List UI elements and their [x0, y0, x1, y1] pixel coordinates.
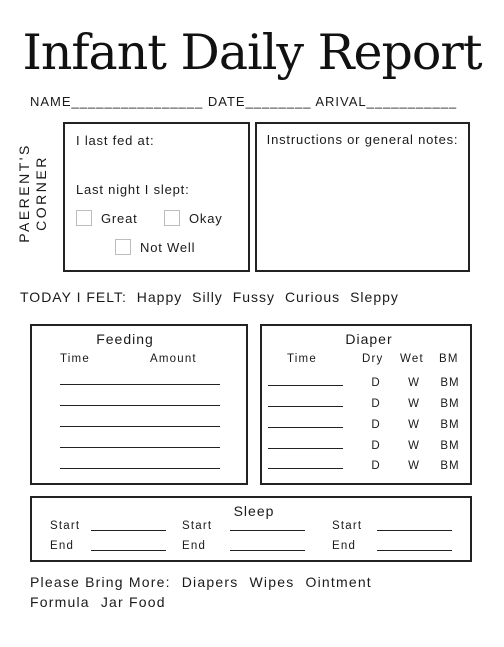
- last-night-slept-label: Last night I slept:: [76, 182, 190, 197]
- diaper-dry-cell[interactable]: D: [371, 460, 381, 472]
- arrival-field[interactable]: ARIVAL___________: [315, 94, 458, 109]
- sleep-end-line[interactable]: [91, 550, 166, 551]
- name-field[interactable]: NAME________________: [30, 94, 204, 109]
- feeding-time-header: Time: [60, 353, 90, 365]
- feeding-line[interactable]: [60, 405, 220, 406]
- not-well-label: Not Well: [140, 240, 196, 255]
- diaper-bm-cell[interactable]: BM: [440, 440, 460, 452]
- diaper-time-line[interactable]: [268, 448, 343, 449]
- bring-ointment[interactable]: Ointment: [305, 574, 372, 590]
- great-label: Great: [101, 211, 138, 226]
- sleep-end-label: End: [182, 540, 207, 552]
- today-felt-label: TODAY I FELT:: [20, 289, 127, 305]
- diaper-bm-header: BM: [439, 353, 459, 365]
- page-title: Infant Daily Report: [22, 24, 482, 81]
- diaper-bm-cell[interactable]: BM: [440, 419, 460, 431]
- feeding-title: Feeding: [96, 331, 154, 347]
- bring-jar-food[interactable]: Jar Food: [100, 594, 166, 610]
- sleep-start-label: Start: [182, 520, 213, 532]
- bring-more-section: [30, 572, 378, 612]
- diaper-wet-cell[interactable]: W: [408, 460, 420, 472]
- diaper-time-line[interactable]: [268, 468, 343, 469]
- diaper-time-line[interactable]: [268, 385, 343, 386]
- diaper-dry-header: Dry: [362, 353, 384, 365]
- today-felt-row: [20, 289, 404, 305]
- bring-wipes[interactable]: Wipes: [249, 574, 295, 590]
- header-fields: [30, 94, 457, 109]
- feeding-amount-header: Amount: [150, 353, 197, 365]
- diaper-bm-cell[interactable]: BM: [440, 377, 460, 389]
- parents-corner-label-line2: CORNER: [33, 155, 49, 231]
- bring-diapers[interactable]: Diapers: [181, 574, 239, 590]
- last-fed-label: I last fed at:: [76, 133, 155, 148]
- sleep-start-label: Start: [332, 520, 363, 532]
- diaper-title: Diaper: [345, 331, 393, 347]
- feeding-line[interactable]: [60, 426, 220, 427]
- sleep-title: Sleep: [233, 503, 275, 519]
- diaper-dry-cell[interactable]: D: [371, 377, 381, 389]
- sleep-start-line[interactable]: [377, 530, 452, 531]
- okay-checkbox[interactable]: [164, 210, 180, 226]
- instructions-label: Instructions or general notes:: [266, 132, 459, 147]
- diaper-wet-cell[interactable]: W: [408, 398, 420, 410]
- diaper-wet-cell[interactable]: W: [408, 377, 420, 389]
- okay-label: Okay: [189, 211, 223, 226]
- diaper-wet-cell[interactable]: W: [408, 419, 420, 431]
- date-field[interactable]: DATE________: [207, 94, 312, 109]
- sleep-end-label: End: [332, 540, 357, 552]
- felt-fussy[interactable]: Fussy: [232, 289, 276, 305]
- bring-formula[interactable]: Formula: [30, 594, 90, 610]
- sleep-start-line[interactable]: [230, 530, 305, 531]
- sleep-end-line[interactable]: [230, 550, 305, 551]
- sleep-start-line[interactable]: [91, 530, 166, 531]
- bring-more-label: Please Bring More:: [30, 574, 171, 590]
- diaper-wet-header: Wet: [400, 353, 424, 365]
- diaper-wet-cell[interactable]: W: [408, 440, 420, 452]
- sleep-start-label: Start: [50, 520, 81, 532]
- feeding-line[interactable]: [60, 468, 220, 469]
- feeding-line[interactable]: [60, 384, 220, 385]
- diaper-dry-cell[interactable]: D: [371, 398, 381, 410]
- diaper-time-line[interactable]: [268, 406, 343, 407]
- diaper-bm-cell[interactable]: BM: [440, 460, 460, 472]
- not-well-checkbox[interactable]: [115, 239, 131, 255]
- diaper-time-line[interactable]: [268, 427, 343, 428]
- great-checkbox[interactable]: [76, 210, 92, 226]
- felt-happy[interactable]: Happy: [136, 289, 183, 305]
- parents-corner-label: [8, 128, 58, 258]
- sleep-end-label: End: [50, 540, 75, 552]
- diaper-time-header: Time: [287, 353, 317, 365]
- felt-sleppy[interactable]: Sleppy: [350, 289, 399, 305]
- sleep-end-line[interactable]: [377, 550, 452, 551]
- feeding-line[interactable]: [60, 447, 220, 448]
- felt-curious[interactable]: Curious: [284, 289, 341, 305]
- parents-corner-label-line1: PAERENT'S: [16, 143, 32, 243]
- diaper-bm-cell[interactable]: BM: [440, 398, 460, 410]
- diaper-dry-cell[interactable]: D: [371, 440, 381, 452]
- felt-silly[interactable]: Silly: [192, 289, 223, 305]
- diaper-dry-cell[interactable]: D: [371, 419, 381, 431]
